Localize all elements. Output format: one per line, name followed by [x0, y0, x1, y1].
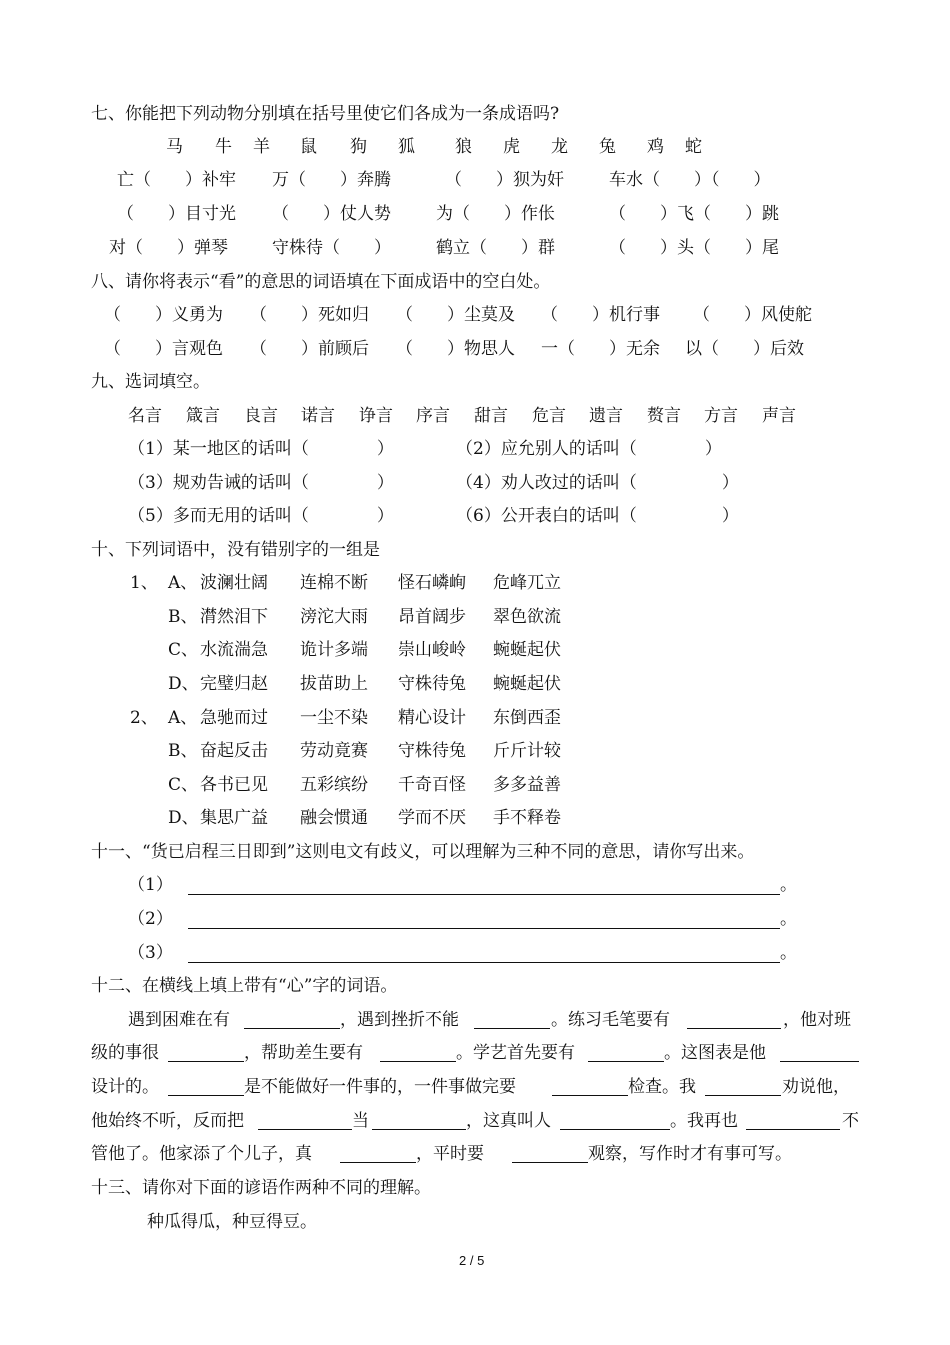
q11-answer-line[interactable]	[0, 873, 950, 897]
q9-word-list	[0, 404, 950, 428]
word-option: 遗言	[589, 406, 623, 426]
answer-end-mark: 。	[780, 875, 797, 895]
word-option: 名言	[128, 406, 162, 426]
animal-word: 龙	[551, 137, 568, 157]
option-word: 蜿蜒起伏	[493, 640, 561, 660]
idiom-blank: 一（ ）无余	[541, 339, 660, 359]
paragraph-text: ，平时要	[416, 1144, 484, 1164]
paragraph-text: 不	[842, 1111, 859, 1131]
fill-blank[interactable]	[168, 1095, 244, 1096]
q8-idiom-row	[0, 337, 950, 361]
word-option: 甜言	[474, 406, 508, 426]
paragraph-text: ，这真叫人	[466, 1111, 551, 1131]
fill-item: （6）公开表白的话叫（ ）	[456, 506, 739, 526]
option-word: 潸然泪下	[200, 607, 268, 627]
word-option: 良言	[244, 406, 278, 426]
q10-option-row	[0, 706, 950, 730]
option-word: 完璧归赵	[200, 674, 268, 694]
animal-word: 羊	[253, 137, 270, 157]
option-word: 多多益善	[493, 775, 561, 795]
option-word: 诡计多端	[300, 640, 368, 660]
fill-item: （4）劝人改过的话叫（ ）	[456, 473, 739, 493]
idiom-blank: 鹤立（ ）群	[436, 238, 555, 258]
fill-blank[interactable]	[372, 1129, 466, 1130]
word-option: 赘言	[647, 406, 681, 426]
paragraph-text: 他始终不听，反而把	[91, 1111, 244, 1131]
idiom-blank: （ ）死如归	[250, 305, 369, 325]
q10-option-row	[0, 571, 950, 595]
q10-option-row	[0, 605, 950, 629]
answer-underline[interactable]	[188, 894, 780, 895]
option-label: B、	[168, 607, 198, 627]
option-label: A、	[168, 708, 198, 728]
paragraph-text: 。这图表是他	[664, 1043, 766, 1063]
paragraph-text: 是不能做好一件事的，一件事做完要	[244, 1077, 516, 1097]
option-word: 滂沱大雨	[300, 607, 368, 627]
option-word: 波澜壮阔	[200, 573, 268, 593]
q13-proverb: 种瓜得瓜，种豆得豆。	[147, 1212, 317, 1232]
word-option: 危言	[532, 406, 566, 426]
q12-paragraph-line	[0, 1008, 950, 1032]
q12-heading: 十二、在横线上填上带有“心”字的词语。	[91, 976, 398, 996]
option-word: 精心设计	[398, 708, 466, 728]
idiom-blank: （ ）目寸光	[117, 204, 236, 224]
q11-answer-line[interactable]	[0, 941, 950, 965]
paragraph-text: 当	[352, 1111, 369, 1131]
option-word: 拔苗助上	[300, 674, 368, 694]
paragraph-text: 管他了。他家添了个儿子，真	[91, 1144, 312, 1164]
option-word: 千奇百怪	[398, 775, 466, 795]
q10-option-row	[0, 638, 950, 662]
fill-blank[interactable]	[258, 1129, 352, 1130]
paragraph-text: 级的事很	[91, 1043, 159, 1063]
word-option: 声言	[762, 406, 796, 426]
answer-label: （2）	[128, 909, 173, 929]
group-number: 1、	[130, 573, 158, 593]
fill-blank[interactable]	[512, 1162, 588, 1163]
option-word: 五彩缤纷	[300, 775, 368, 795]
answer-underline[interactable]	[188, 928, 780, 929]
fill-item: （3）规劝告诫的话叫（ ）	[128, 473, 394, 493]
q9-item-row	[0, 437, 950, 461]
option-word: 东倒西歪	[493, 708, 561, 728]
option-word: 守株待兔	[398, 674, 466, 694]
animal-word: 蛇	[685, 137, 702, 157]
option-label: C、	[168, 640, 199, 660]
idiom-blank: （ ）机行事	[541, 305, 660, 325]
word-option: 诺言	[301, 406, 335, 426]
idiom-blank: （ ）前顾后	[250, 339, 369, 359]
answer-label: （1）	[128, 875, 173, 895]
fill-item: （2）应允别人的话叫（ ）	[456, 439, 722, 459]
option-word: 怪石嶙峋	[398, 573, 466, 593]
fill-item: （1）某一地区的话叫（ ）	[128, 439, 394, 459]
paragraph-text: 。我再也	[670, 1111, 738, 1131]
q12-paragraph-line	[0, 1041, 950, 1065]
option-label: A、	[168, 573, 198, 593]
idiom-blank: （ ）头（ ）尾	[609, 238, 779, 258]
q8-heading: 八、请你将表示“看”的意思的词语填在下面成语中的空白处。	[91, 272, 551, 292]
q7-idiom-row	[0, 202, 950, 226]
idiom-blank: 守株待（ ）	[272, 238, 391, 258]
option-word: 集思广益	[200, 808, 268, 828]
idiom-blank: （ ）风使舵	[693, 305, 812, 325]
answer-label: （3）	[128, 943, 173, 963]
animal-word: 牛	[215, 137, 232, 157]
q7-heading: 七、你能把下列动物分别填在括号里使它们各成为一条成语吗?	[91, 104, 560, 124]
fill-item: （5）多而无用的话叫（ ）	[128, 506, 394, 526]
q7-idiom-row	[0, 236, 950, 260]
answer-end-mark: 。	[780, 909, 797, 929]
q7-idiom-row	[0, 168, 950, 192]
paragraph-text: 检查。我	[628, 1077, 696, 1097]
paragraph-text: 观察，写作时才有事可写。	[588, 1144, 792, 1164]
paragraph-text: 劝说他，	[782, 1077, 850, 1097]
fill-blank[interactable]	[687, 1028, 781, 1029]
idiom-blank: 车水（ ）（ ）	[609, 170, 771, 190]
word-option: 序言	[416, 406, 450, 426]
q10-option-row	[0, 672, 950, 696]
fill-blank[interactable]	[705, 1095, 781, 1096]
idiom-blank: （ ）言观色	[104, 339, 223, 359]
option-word: 手不释卷	[493, 808, 561, 828]
animal-word: 虎	[503, 137, 520, 157]
option-word: 奋起反击	[200, 741, 268, 761]
fill-blank[interactable]	[746, 1129, 840, 1130]
option-label: B、	[168, 741, 198, 761]
page-number: 2 / 5	[459, 1253, 485, 1268]
option-word: 翠色欲流	[493, 607, 561, 627]
option-word: 水流湍急	[200, 640, 268, 660]
option-word: 蜿蜒起伏	[493, 674, 561, 694]
option-word: 学而不厌	[398, 808, 466, 828]
fill-blank[interactable]	[780, 1061, 859, 1062]
option-word: 各书已见	[200, 775, 268, 795]
fill-blank[interactable]	[588, 1061, 664, 1062]
idiom-blank: 为（ ）作伥	[436, 204, 555, 224]
option-label: D、	[168, 808, 199, 828]
idiom-blank: （ ）飞（ ）跳	[609, 204, 779, 224]
paragraph-text: 设计的。	[91, 1077, 159, 1097]
animal-word: 狐	[398, 137, 415, 157]
fill-blank[interactable]	[474, 1028, 550, 1029]
option-word: 守株待兔	[398, 741, 466, 761]
q8-idiom-row	[0, 303, 950, 327]
word-option: 方言	[704, 406, 738, 426]
paragraph-text: 。练习毛笔要有	[551, 1010, 670, 1030]
idiom-blank: 亡（ ）补牢	[117, 170, 236, 190]
fill-blank[interactable]	[244, 1028, 340, 1029]
q10-heading: 十、下列词语中，没有错别字的一组是	[91, 540, 380, 560]
answer-end-mark: 。	[780, 943, 797, 963]
idiom-blank: 万（ ）奔腾	[272, 170, 391, 190]
q11-heading: 十一、“货已启程三日即到”这则电文有歧义，可以理解为三种不同的意思，请你写出来。	[91, 842, 755, 862]
option-label: C、	[168, 775, 199, 795]
animal-word: 兔	[599, 137, 616, 157]
q9-item-row	[0, 471, 950, 495]
animal-word: 狼	[455, 137, 472, 157]
fill-blank[interactable]	[168, 1061, 244, 1062]
q13-heading: 十三、请你对下面的谚语作两种不同的理解。	[91, 1178, 431, 1198]
option-word: 昂首阔步	[398, 607, 466, 627]
animal-word: 鼠	[300, 137, 317, 157]
q12-paragraph-line	[0, 1142, 950, 1166]
idiom-blank: （ ）尘莫及	[396, 305, 515, 325]
option-word: 劳动竟赛	[300, 741, 368, 761]
q12-paragraph-line	[0, 1075, 950, 1099]
paragraph-text: 。学艺首先要有	[456, 1043, 575, 1063]
fill-blank[interactable]	[552, 1095, 628, 1096]
paragraph-text: 遇到困难在有	[128, 1010, 230, 1030]
idiom-blank: 以（ ）后效	[685, 339, 804, 359]
q7-animal-list	[0, 135, 950, 159]
option-word: 一尘不染	[300, 708, 368, 728]
word-option: 诤言	[359, 406, 393, 426]
idiom-blank: （ ）狈为奸	[445, 170, 564, 190]
q10-option-row	[0, 773, 950, 797]
answer-underline[interactable]	[188, 962, 780, 963]
paragraph-text: ，帮助差生要有	[244, 1043, 363, 1063]
option-word: 连棉不断	[300, 573, 368, 593]
option-word: 危峰兀立	[493, 573, 561, 593]
idiom-blank: （ ）义勇为	[104, 305, 223, 325]
group-number: 2、	[130, 708, 158, 728]
fill-blank[interactable]	[340, 1162, 416, 1163]
animal-word: 马	[166, 137, 183, 157]
q9-heading: 九、选词填空。	[91, 372, 210, 392]
animal-word: 鸡	[647, 137, 664, 157]
idiom-blank: （ ）物思人	[396, 339, 515, 359]
paragraph-text: ，他对班	[783, 1010, 851, 1030]
q10-option-row	[0, 739, 950, 763]
paragraph-text: ，遇到挫折不能	[340, 1010, 459, 1030]
option-word: 崇山峻岭	[398, 640, 466, 660]
option-word: 斤斤计较	[493, 741, 561, 761]
idiom-blank: （ ）仗人势	[272, 204, 391, 224]
option-word: 急驰而过	[200, 708, 268, 728]
option-label: D、	[168, 674, 199, 694]
fill-blank[interactable]	[380, 1061, 456, 1062]
fill-blank[interactable]	[560, 1129, 670, 1130]
q12-paragraph-line	[0, 1109, 950, 1133]
q9-item-row	[0, 504, 950, 528]
animal-word: 狗	[350, 137, 367, 157]
word-option: 箴言	[186, 406, 220, 426]
idiom-blank: 对（ ）弹琴	[109, 238, 228, 258]
q10-option-row	[0, 806, 950, 830]
q11-answer-line[interactable]	[0, 907, 950, 931]
option-word: 融会惯通	[300, 808, 368, 828]
